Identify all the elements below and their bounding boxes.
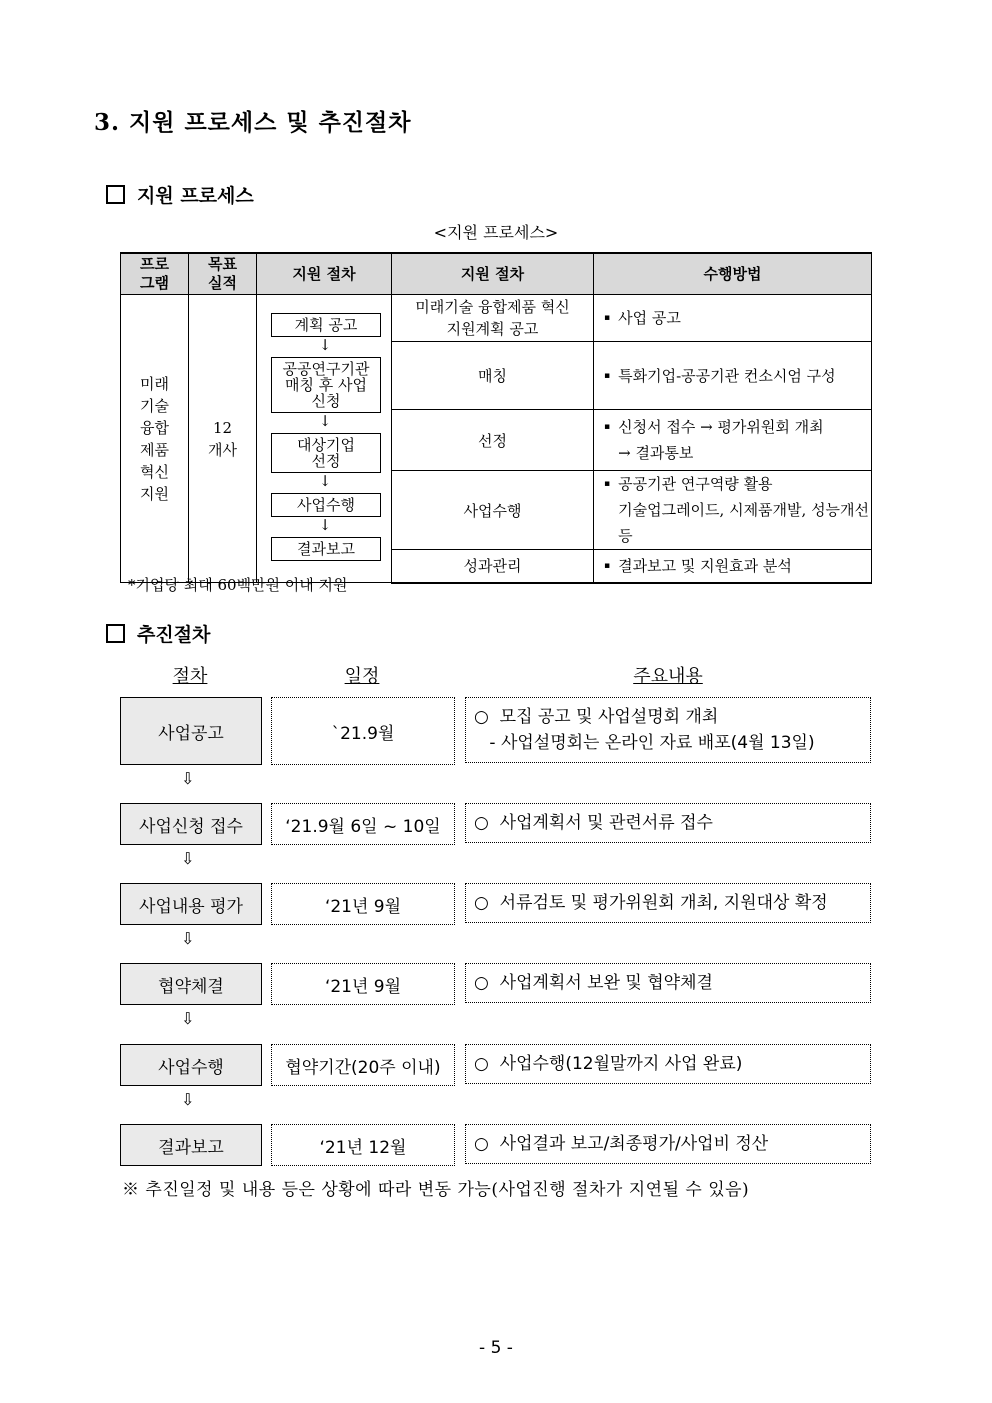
method-item xyxy=(604,414,871,466)
down-arrow-icon: ⇩ xyxy=(181,849,195,868)
subsection-title-process xyxy=(106,181,254,208)
subsection-label: 지원 프로세스 xyxy=(137,185,254,207)
column-header-step: 절차 xyxy=(172,666,208,687)
content-line: ○ 사업결과 보고/최종평가/사업비 정산 xyxy=(474,1134,769,1154)
procedure-date-box: `21.9월 xyxy=(271,697,455,765)
down-arrow-icon: ⇩ xyxy=(181,769,195,788)
procedure-date-box: ‘21.9월 6일 ~ 10일 xyxy=(271,803,455,845)
method-text: 사업 공고 xyxy=(618,309,681,327)
content-line: ○ 모집 공고 및 사업설명회 개최 xyxy=(474,707,719,727)
method-item xyxy=(604,363,871,389)
table-caption: <지원 프로세스> xyxy=(433,223,559,242)
down-arrow-icon: ⇩ xyxy=(181,1090,195,1109)
column-header-date: 일정 xyxy=(344,666,380,687)
bullet-icon: ▪ xyxy=(604,370,611,381)
content-line: ○ 사업수행(12월말까지 사업 완료) xyxy=(474,1054,743,1074)
flow-step-box: 결과보고 xyxy=(271,537,381,561)
bullet-icon: ▪ xyxy=(604,313,611,323)
procedure-content-box xyxy=(465,1124,871,1164)
procedure-date-box: ‘21년 9월 xyxy=(271,883,455,925)
procedure-content-box xyxy=(465,697,871,763)
procedure-step-box: 사업수행 xyxy=(120,1044,262,1086)
step-cell: 사업수행 xyxy=(392,471,594,550)
procedure-step-box: 사업내용 평가 xyxy=(120,883,262,925)
flow-step-box: 공공연구기관 매칭 후 사업 신청 xyxy=(271,357,381,413)
step-cell: 미래기술 융합제품 혁신 지원계획 공고 xyxy=(392,295,594,342)
program-name: 미래 기술 융합 제품 혁신 지원 xyxy=(121,295,189,583)
schedule-note: ※ 추진일정 및 내용 등은 상황에 따라 변동 가능(사업진행 절차가 지연될 수 있음) xyxy=(122,1180,750,1200)
method-item xyxy=(604,471,871,549)
process-table xyxy=(120,252,871,576)
step-cell: 매칭 xyxy=(392,342,594,410)
method-item xyxy=(604,305,871,331)
down-arrow-icon: ⇩ xyxy=(181,1009,195,1028)
subsection-label: 추진절차 xyxy=(137,624,211,646)
subsection-title-procedure xyxy=(106,620,210,647)
content-line: ○ 서류검토 및 평가위원회 개최, 지원대상 확정 xyxy=(474,893,828,913)
method-cell xyxy=(594,471,872,550)
checkbox-square-icon xyxy=(106,624,125,643)
procedure-step-box: 사업신청 접수 xyxy=(120,803,262,845)
procedure-step-box: 결과보고 xyxy=(120,1124,262,1166)
procedure-step-box: 사업공고 xyxy=(120,697,262,765)
step-cell: 성과관리 xyxy=(392,550,594,583)
flow-step-box: 사업수행 xyxy=(271,493,381,517)
procedure-step-box: 협약체결 xyxy=(120,963,262,1005)
procedure-content-box xyxy=(465,883,871,923)
method-text: 신청서 접수 → 평가위원회 개최 → 결과통보 xyxy=(618,418,824,462)
content-line: ○ 사업계획서 보완 및 협약체결 xyxy=(474,973,713,993)
down-arrow-icon: ↓ xyxy=(318,336,332,354)
procedure-content-box xyxy=(465,963,871,1003)
down-arrow-icon: ↓ xyxy=(318,516,332,534)
down-arrow-icon: ↓ xyxy=(318,472,332,490)
flow-step-box: 대상기업 선정 xyxy=(271,433,381,473)
header-step: 지원 절차 xyxy=(392,253,594,295)
method-text: 결과보고 및 지원효과 분석 xyxy=(618,556,792,575)
step-cell: 선정 xyxy=(392,410,594,471)
procedure-date-box: 협약기간(20주 이내) xyxy=(271,1044,455,1086)
procedure-date-box: ‘21년 12월 xyxy=(271,1124,455,1166)
header-target: 목표 실적 xyxy=(189,253,257,295)
method-cell xyxy=(594,550,872,583)
column-header-content: 주요내용 xyxy=(633,666,703,687)
footnote: *기업당 최대 60백만원 이내 지원 xyxy=(128,576,348,594)
bullet-icon: ▪ xyxy=(604,422,611,432)
flow-step-box: 계획 공고 xyxy=(271,313,381,337)
flow-cell xyxy=(257,295,392,583)
bullet-icon: ▪ xyxy=(604,560,611,571)
header-program: 프로 그램 xyxy=(121,253,189,295)
content-line: - 사업설명회는 온라인 자료 배포(4월 13일) xyxy=(484,733,815,753)
method-item xyxy=(604,553,871,579)
content-line: ○ 사업계획서 및 관련서류 접수 xyxy=(474,813,713,833)
method-cell xyxy=(594,342,872,410)
section-title: 3. 지원 프로세스 및 추진절차 xyxy=(94,109,412,136)
target-count: 12 개사 xyxy=(189,295,257,583)
procedure-content-box xyxy=(465,1044,871,1084)
procedure-date-box: ‘21년 9월 xyxy=(271,963,455,1005)
bullet-icon: ▪ xyxy=(604,479,611,489)
method-cell xyxy=(594,295,872,342)
header-method: 수행방법 xyxy=(594,253,872,295)
page-number: - 5 - xyxy=(479,1338,513,1358)
procedure-content-box xyxy=(465,803,871,843)
header-flow: 지원 절차 xyxy=(257,253,392,295)
down-arrow-icon: ↓ xyxy=(318,412,332,430)
checkbox-square-icon xyxy=(106,185,125,204)
method-cell xyxy=(594,410,872,471)
down-arrow-icon: ⇩ xyxy=(181,929,195,948)
method-text: 공공기관 연구역량 활용 기술업그레이드, 시제품개발, 성능개선 등 xyxy=(618,475,870,545)
method-text: 특화기업-공공기관 컨소시엄 구성 xyxy=(618,366,836,385)
